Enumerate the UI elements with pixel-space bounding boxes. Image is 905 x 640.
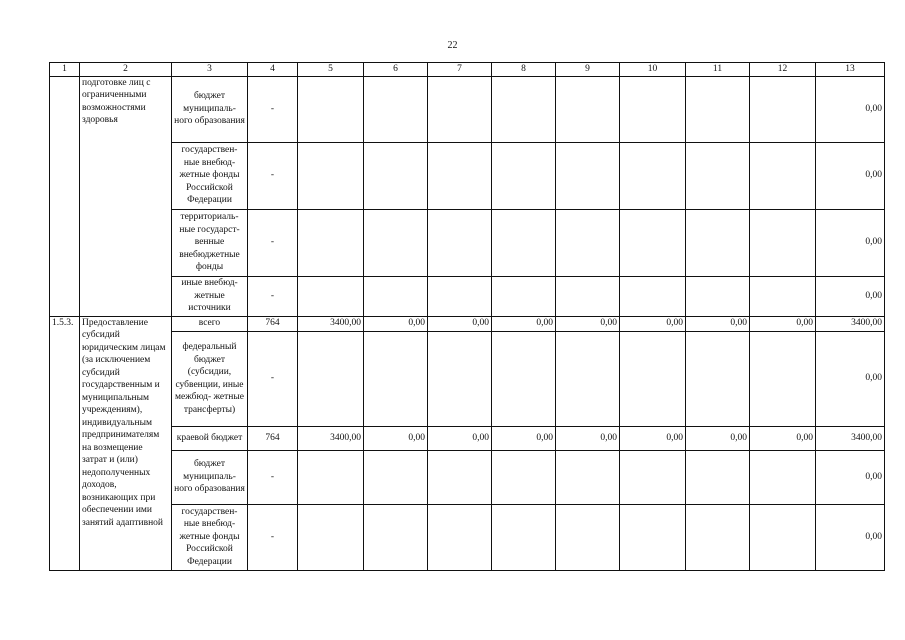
column-header: 3 [172,63,248,77]
column-header: 7 [428,63,492,77]
value-cell: 0,00 [556,316,620,331]
value-cell: 0,00 [428,426,492,450]
budget-table [49,62,885,571]
source-label: бюджет муниципаль- ного образования [172,76,248,142]
column-header: 6 [364,63,428,77]
code-cell: 764 [248,316,298,331]
column-header: 13 [816,63,885,77]
total-cell: 3400,00 [816,426,885,450]
source-label: федеральный бюджет (субсидии, субвенции, иные межбюд- жетные трансферты) [172,331,248,426]
value-cell: 0,00 [750,316,816,331]
total-cell: 0,00 [816,450,885,504]
code-cell: - [248,504,298,570]
table-row [50,316,885,331]
value-cell: 0,00 [686,316,750,331]
total-cell: 0,00 [816,331,885,426]
total-cell: 0,00 [816,76,885,142]
value-cell: 3400,00 [298,316,364,331]
total-cell: 0,00 [816,276,885,316]
code-cell: - [248,76,298,142]
header-row [50,63,885,77]
value-cell: 0,00 [620,316,686,331]
total-cell: 0,00 [816,504,885,570]
value-cell: 0,00 [492,316,556,331]
table-row [50,142,885,209]
total-cell: 0,00 [816,209,885,276]
total-cell: 0,00 [816,142,885,209]
code-cell: - [248,331,298,426]
table-row [50,331,885,426]
column-header: 8 [492,63,556,77]
value-cell: 3400,00 [298,426,364,450]
page-number: 22 [447,40,458,51]
value-cell: 0,00 [750,426,816,450]
item-code-cell: 1.5.3. [50,316,80,570]
column-header: 1 [50,63,80,77]
code-cell: - [248,142,298,209]
column-header: 12 [750,63,816,77]
column-header: 11 [686,63,750,77]
source-label: бюджет муниципаль- ного образования [172,450,248,504]
table-row [50,76,885,142]
code-cell: - [248,209,298,276]
column-header: 2 [80,63,172,77]
code-cell: - [248,276,298,316]
table-row [50,426,885,450]
item-name-cell: Предоставление субсидий юридическим лицам (за исключением субсидий государственным и муниципальным учреждениям), индивидуальным предпринимателям на возмещение затрат и (или) недополученных доходов, возникающих при обеспечении ими занятий адаптивной [80,316,172,570]
column-header: 10 [620,63,686,77]
source-label: государствен- ные внебюд- жетные фонды Российской Федерации [172,504,248,570]
source-label: иные внебюд- жетные источники [172,276,248,316]
table-row [50,504,885,570]
table-row [50,450,885,504]
table-row [50,209,885,276]
value-cell: 0,00 [364,316,428,331]
value-cell: 0,00 [364,426,428,450]
column-header: 9 [556,63,620,77]
item-code-cell [50,76,80,316]
source-label: краевой бюджет [172,426,248,450]
table-row [50,276,885,316]
source-label: государствен- ные внебюд- жетные фонды Российской Федерации [172,142,248,209]
code-cell: - [248,450,298,504]
column-header: 5 [298,63,364,77]
value-cell: 0,00 [428,316,492,331]
total-cell: 3400,00 [816,316,885,331]
value-cell: 0,00 [556,426,620,450]
value-cell: 0,00 [620,426,686,450]
value-cell: 0,00 [686,426,750,450]
code-cell: 764 [248,426,298,450]
source-label: территориаль- ные государст- венные внебюджетные фонды [172,209,248,276]
column-header: 4 [248,63,298,77]
item-name-cell: подготовке лиц с ограниченными возможностями здоровья [80,76,172,316]
source-label: всего [172,316,248,331]
value-cell: 0,00 [492,426,556,450]
